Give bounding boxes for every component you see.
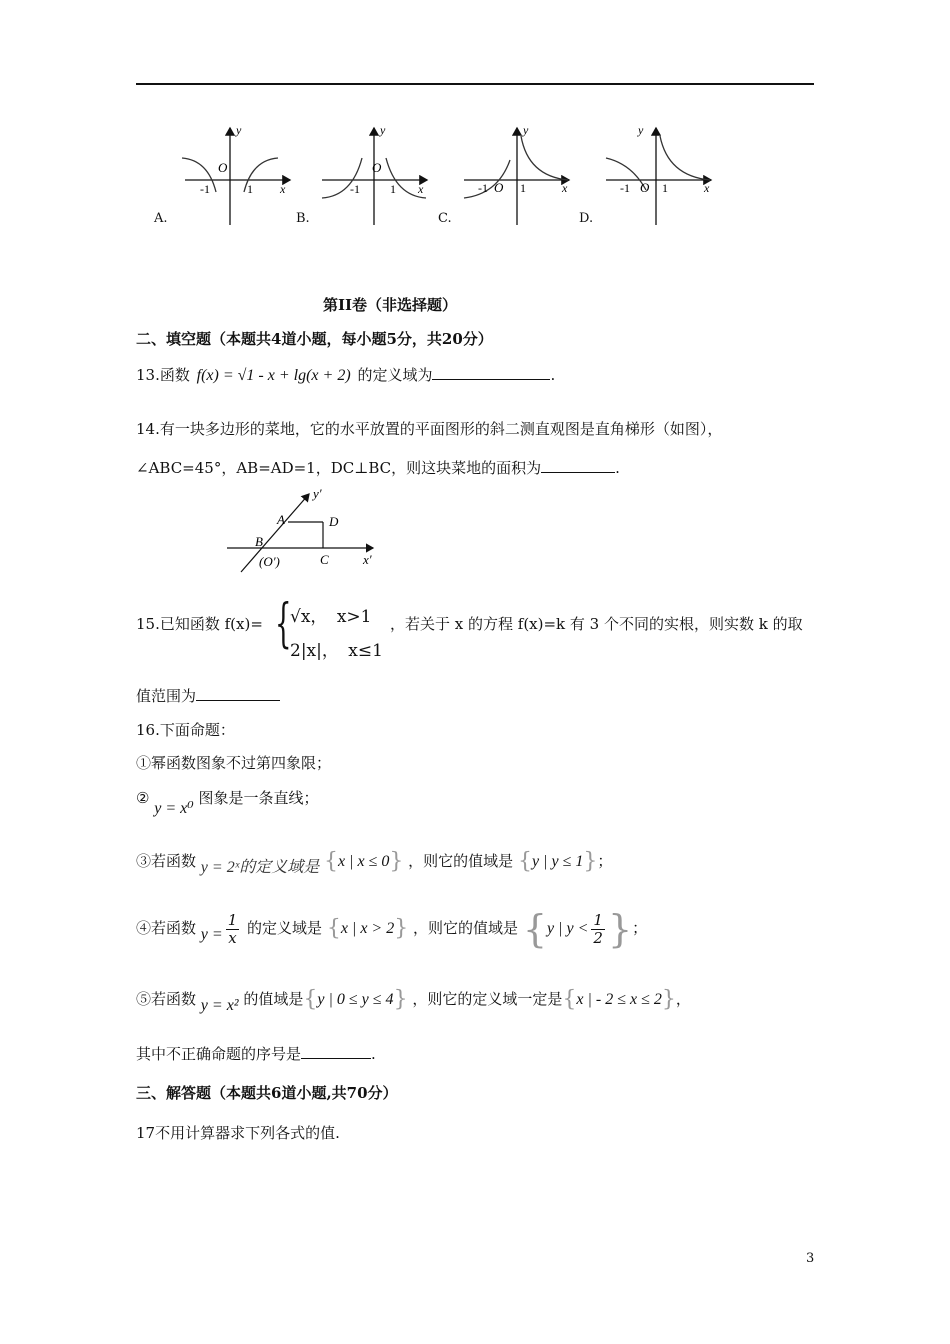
q16-item3-mid: ，则它的值域是 [408, 852, 514, 870]
q16-item3-set1: x | x ≤ 0 [338, 853, 390, 870]
set-brace-open-icon: { [324, 849, 338, 874]
svg-text:x: x [562, 181, 568, 195]
svg-text:(O′): (O′) [259, 554, 280, 569]
q15-suffix: ，若关于 x 的方程 f(x)=k 有 3 个不同的实根，则实数 k 的取 [390, 615, 803, 633]
q15-case2-expr: 2|x|， [290, 641, 339, 661]
graph-a [182, 123, 290, 225]
section2-heading: 二、填空题（本题共4道小题，每小题5分，共20分） [136, 330, 493, 348]
q16-question-text: 其中不正确命题的序号是 [136, 1045, 302, 1063]
q16-item3-formula: y = 2ˣ的定义域是 [200, 859, 320, 876]
q14-line1: 14.有一块多边形的菜地，它的水平放置的平面图形的斜二测直观图是直角梯形（如图）， [136, 420, 723, 438]
option-a-label: A. [154, 211, 168, 226]
svg-text:O: O [640, 180, 650, 195]
section3-heading: 三、解答题（本题共6道小题,共70分） [136, 1084, 398, 1102]
svg-text:1: 1 [390, 182, 396, 196]
q16-item4-set2-fraction [591, 912, 605, 946]
q16-item5-mid: ，则它的定义域一定是 [412, 990, 563, 1008]
svg-text:1: 1 [520, 181, 526, 195]
q16-item5-text: 的值域是 [243, 990, 304, 1008]
q16-item4-set2-den: 2 [593, 928, 603, 947]
set-brace-close-icon: } [607, 907, 633, 951]
q16-item5 [136, 987, 691, 1014]
q15-case2-cond: x≤1 [348, 641, 383, 661]
q13-suffix: 的定义域为 [357, 366, 433, 384]
q16-item5-num: ⑤若函数 [136, 990, 197, 1008]
q16-item4-y: y = [200, 926, 223, 943]
q16-item4-frac-num: 1 [227, 911, 238, 929]
q16-item4-set1: x | x > 2 [340, 920, 395, 937]
q16-end: . [371, 1045, 376, 1063]
svg-text:x: x [418, 182, 424, 196]
q15-case2 [290, 636, 383, 661]
option-b-label: B. [296, 211, 310, 226]
svg-text:-1: -1 [200, 182, 210, 196]
q16-item4-end: ； [632, 919, 648, 937]
q16-answer-blank [301, 1044, 371, 1059]
svg-text:C: C [320, 552, 329, 567]
svg-text:y: y [236, 123, 242, 137]
q14-answer-blank [541, 458, 615, 473]
q14-line2 [136, 457, 620, 478]
svg-text:x′: x′ [363, 552, 372, 567]
q16-item2-text: 图象是一条直线； [198, 789, 319, 807]
svg-text:B: B [255, 534, 263, 549]
q16-item2-formula: y = x⁰ [154, 800, 194, 817]
q16-intro: 16.下面命题： [136, 721, 235, 739]
svg-text:O: O [372, 160, 382, 175]
q15-case1-expr: √x， [290, 607, 328, 627]
graph-d [606, 123, 711, 225]
set-brace-open-icon: { [517, 849, 532, 874]
q14-figure [225, 484, 385, 574]
page-number: 3 [806, 1251, 815, 1266]
set-brace-close-icon: } [583, 849, 598, 874]
q16-item4-mid: ，则它的值域是 [413, 919, 519, 937]
q16-item3-end: ； [597, 852, 613, 870]
q13-end: . [550, 366, 556, 384]
q16-item2-num: ② [136, 789, 150, 807]
svg-text:y′: y′ [313, 486, 322, 501]
svg-text:x: x [280, 182, 286, 196]
q16-item3 [136, 848, 613, 876]
option-d-label: D. [579, 211, 594, 226]
q16-item4-fraction [226, 912, 240, 946]
graph-b [322, 123, 427, 225]
q13-prefix: 13.函数 [136, 366, 190, 384]
svg-text:y: y [380, 123, 386, 137]
svg-text:O: O [218, 160, 228, 175]
q16-item5-set2: x | - 2 ≤ x ≤ 2 [576, 991, 662, 1008]
q16-item4 [136, 907, 648, 951]
set-brace-close-icon: } [394, 916, 409, 941]
q15-case1-cond: x>1 [336, 607, 372, 627]
q15-line2 [136, 685, 280, 706]
q16-item5-formula: y = x² [200, 997, 239, 1014]
svg-text:1: 1 [247, 182, 253, 196]
q15-answer-blank [196, 686, 280, 701]
svg-text:A: A [277, 512, 285, 527]
q17: 17不用计算器求下列各式的值. [136, 1124, 340, 1142]
q13-answer-blank [432, 365, 550, 380]
q16-item5-end: ， [675, 990, 691, 1008]
svg-text:-1: -1 [350, 182, 360, 196]
svg-text:y: y [523, 123, 529, 137]
q16-question [136, 1043, 376, 1064]
q15-prefix: 15.已知函数 f(x)= [136, 615, 263, 633]
option-c-label: C. [438, 211, 452, 226]
q14-end: . [615, 459, 620, 477]
svg-text:-1: -1 [478, 181, 488, 195]
header-rule [136, 83, 814, 85]
q13-formula: f(x) = √1 - x + lg(x + 2) [196, 367, 351, 384]
q14-figure-svg [225, 484, 385, 574]
q16-item1: ①幂函数图象不过第四象限； [136, 754, 332, 772]
set-brace-close-icon: } [661, 987, 676, 1012]
svg-text:x: x [704, 181, 710, 195]
q16-item4-text: 的定义域是 [247, 919, 323, 937]
set-brace-open-icon: { [522, 907, 547, 951]
q16-item2 [136, 787, 319, 817]
q16-item3-num: ③若函数 [136, 852, 197, 870]
q16-item4-num: ④若函数 [136, 919, 197, 937]
set-brace-close-icon: } [389, 849, 404, 874]
q15-line2-text: 值范围为 [136, 687, 197, 705]
q15-case1 [290, 602, 371, 627]
svg-text:O: O [494, 180, 504, 195]
set-brace-open-icon: { [562, 987, 577, 1012]
svg-text:-1: -1 [620, 181, 630, 195]
volume-title: 第II卷（非选择题） [323, 296, 458, 314]
q14-line2-text: ∠ABC=45°，AB=AD=1，DC⊥BC，则这块菜地的面积为 [136, 459, 542, 477]
q16-item3-set2: y | y ≤ 1 [531, 853, 584, 870]
svg-text:1: 1 [662, 181, 668, 195]
q13 [136, 364, 555, 385]
q16-item5-set1: y | 0 ≤ y ≤ 4 [317, 991, 394, 1008]
svg-text:y: y [638, 123, 644, 137]
set-brace-close-icon: } [393, 987, 408, 1012]
set-brace-open-icon: { [326, 916, 341, 941]
q16-item4-set2-num: 1 [593, 911, 603, 929]
svg-text:D: D [329, 514, 339, 529]
q16-item4-frac-den: x [228, 928, 237, 947]
set-brace-open-icon: { [303, 987, 318, 1012]
q15-brace: { [275, 594, 292, 654]
graph-c [464, 123, 569, 225]
q16-item4-set2-pre: y | y < [547, 920, 589, 937]
